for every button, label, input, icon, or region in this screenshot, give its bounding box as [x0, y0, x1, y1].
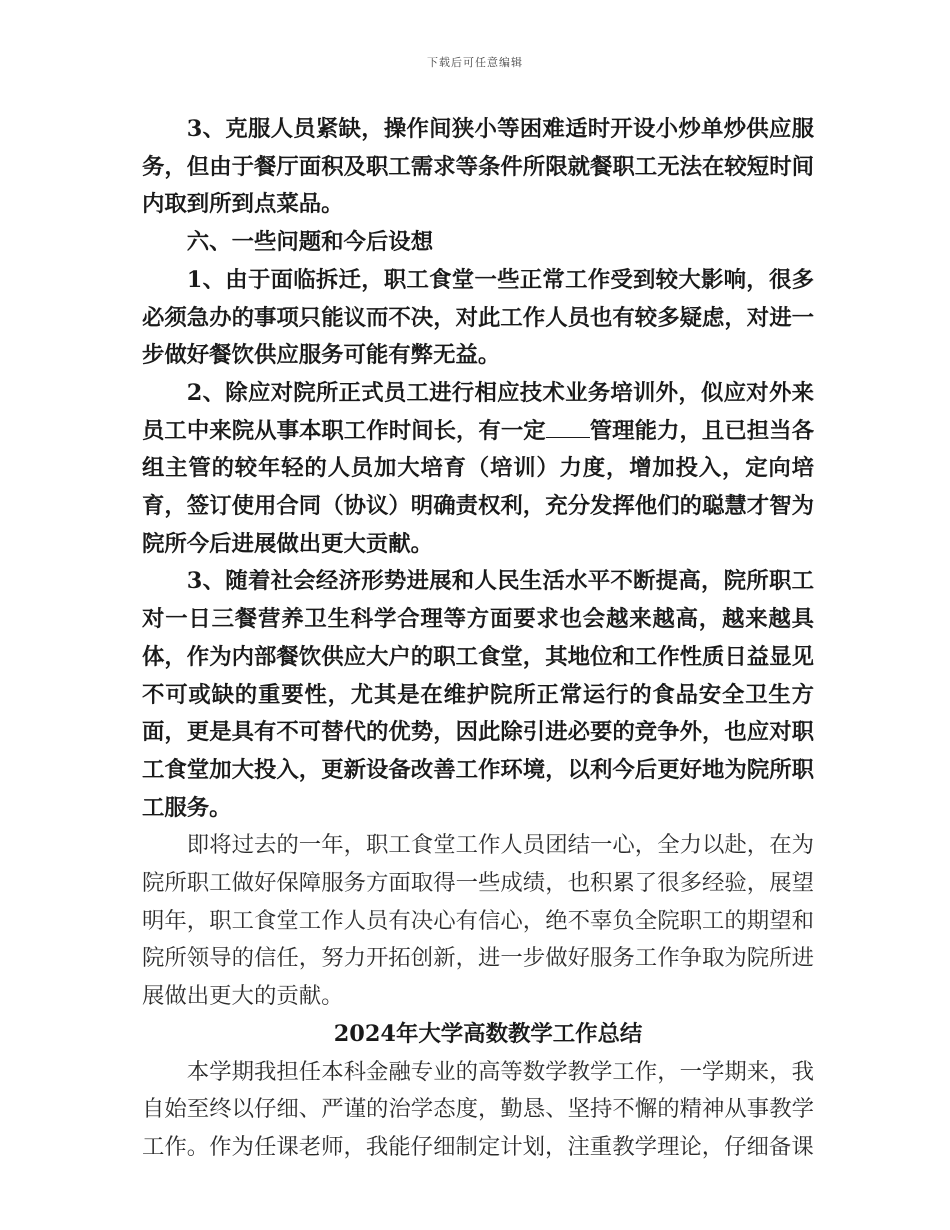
paragraph-closing: 即将过去的一年，职工食堂工作人员团结一心，全力以赴，在为院所职工做好保障服务方面取得一些成绩，也积累了很多经验，展望明年，职工食堂工作人员有决心有信心，绝不辜负全院职工的期望和院所领导的信任，努力开拓创新，进一步做好服务工作争取为院所进展做出更大的贡献。 [142, 832, 814, 1010]
paragraph-item-3: 3、克服人员紧缺，操作间狭小等困难适时开设小炒单炒供应服务，但由于餐厅面积及职工需求等条件所限就餐职工无法在较短时间内取到所到点菜品。 [142, 116, 814, 218]
paragraph-issue-2-part2: 管理能力，且已担当各组主管的较年轻的人员加大培育（培训）力度，增加投入，定向培育，签订使用合同（协议）明确责权利，充分发挥他们的聪慧才智为院所今后进展做出更大贡献。 [142, 417, 815, 557]
paragraph-intro: 本学期我担任本科金融专业的高等数学教学工作，一学期来，我自始至终以仔细、严谨的治学态度，勤恳、坚持不懈的精神从事教学工作。作为任课老师，我能仔细制定计划，注重教学理论，仔细备课 [142, 1058, 814, 1160]
paragraph-issue-1: 1、由于面临拆迁，职工食堂一些正常工作受到较大影响，很多必须急办的事项只能议而不决，对此工作人员也有较多疑虑，对进一步做好餐饮供应服务可能有弊无益。 [142, 266, 814, 369]
header-note: 下载后可任意编辑 [427, 56, 523, 69]
blank-underline [546, 417, 590, 438]
document-title: 2024年大学高数教学工作总结 [333, 1020, 643, 1047]
document-body [142, 111, 814, 1167]
section-heading-6: 六、一些问题和今后设想 [186, 229, 434, 256]
paragraph-issue-2 [142, 375, 814, 564]
paragraph-issue-3: 3、随着社会经济形势进展和人民生活水平不断提高，院所职工对一日三餐营养卫生科学合理等方面要求也会越来越高，越来越具体，作为内部餐饮供应大户的职工食堂，其地位和工作性质日益显见不可或缺的重要性，尤其是在维护院所正常运行的食品安全卫生方面，更是具有不可替代的优势，因此除引进必要的竞争外，也应对职工食堂加大投入，更新设备改善工作环境，以利今后更好地为院所职工服务。 [142, 568, 814, 821]
paragraph-issue-2-part1: 2、除应对院所正式员工进行相应技术业务培训外，似应对外来员工中来院从事本职工作时间长，有一定 [142, 379, 814, 444]
